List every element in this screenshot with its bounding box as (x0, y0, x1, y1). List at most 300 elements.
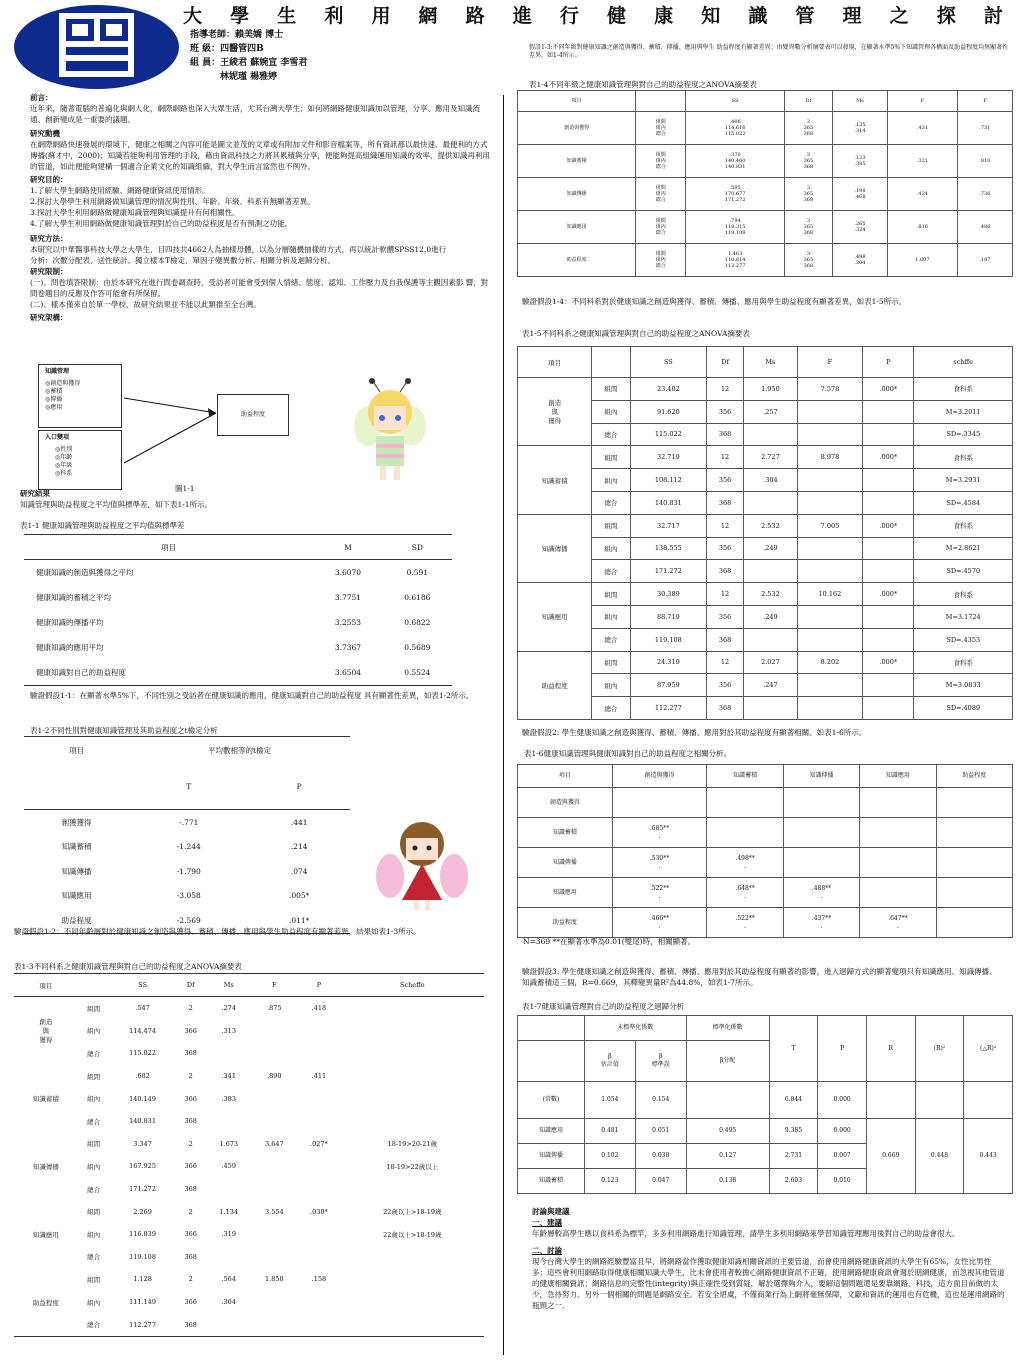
table-cell: 115.022 (630, 423, 707, 446)
title-char: 康 (654, 5, 674, 27)
table-cell: 總合 (592, 491, 630, 514)
hypothesis-3: 驗證假設3: 學生健康知識之創造與獲得、蓄積、傳播、應用對於其助益程度有顯著的影響，進入迴歸方式的顯著變項只有知識應用、知識傳播、知識蓄積這三個，R=0.669，其釋變異量R²為44.8%，如表1-7所示。 (522, 967, 997, 987)
table-1-1-title: 表1-1 健康知識管理與助益程度之平均值與標準差 (20, 521, 185, 530)
table-cell: 2 (188, 1139, 193, 1148)
table-cell: 167.925 (129, 1162, 156, 1171)
table-cell: 0.495 (686, 1119, 769, 1144)
table-header-cell: schffe (914, 347, 1013, 378)
table-1-1 (24, 534, 452, 686)
table-cell: 知識應用 (61, 891, 92, 901)
knowledge-management-box (38, 364, 122, 428)
stat-cell: 0.448 (915, 1119, 964, 1194)
title-char: 管 (795, 5, 815, 27)
table-cell: 140.831 (630, 491, 707, 514)
table-header-cell: F (797, 347, 862, 378)
table-cell: 114.474 (129, 1026, 156, 1035)
table-header-cell: SS (630, 347, 707, 378)
table-header-cell: 項目 (39, 981, 53, 990)
table-row (14, 1065, 484, 1088)
table-cell: .074 (290, 866, 308, 876)
table-cell: -3.058 (176, 891, 201, 901)
table-cell: 112.277 (129, 1320, 156, 1329)
table-cell: .466** . (612, 908, 707, 938)
table-1-6-title: 表1-6健康知識管理與健康知識對自己的助益程度之相關分析。 (524, 749, 732, 758)
table-cell: 組間 組內 總合 (636, 211, 686, 244)
benefit-box (217, 394, 289, 436)
purpose-item: 3.探討大學生利用網路做健康知識管理與知識提升有何相關性。 (30, 208, 240, 217)
table-cell: 2 (188, 1072, 193, 1081)
table-cell: 3 365 368 (784, 244, 832, 277)
table-cell: .441 (290, 817, 308, 827)
table-cell: .411 (311, 1072, 327, 1081)
group-label-cell: 知識傳播 (518, 514, 592, 582)
table-cell (797, 423, 862, 446)
members-line-2: 林妮瑾 楊雅婷 (220, 72, 278, 82)
table-header-cell: β 標準誤 (635, 1041, 686, 1082)
title-char: 進 (512, 5, 532, 27)
table-cell: 8.202 (797, 651, 862, 674)
table-cell (797, 560, 862, 583)
table-cell (743, 628, 797, 651)
table-cell: 健康知識對自己的助益程度 (36, 668, 126, 677)
table-cell (252, 1087, 298, 1110)
table-cell (252, 1313, 298, 1336)
table-cell: 健康知識的應用平均 (36, 643, 104, 652)
table-cell: .249 (743, 537, 797, 560)
table-cell (297, 1313, 340, 1336)
method-heading: 研究方法： (30, 234, 68, 243)
table-cell (863, 423, 914, 446)
table-header-cell: β分配 (686, 1041, 769, 1082)
table-cell: 組內 (87, 1095, 101, 1104)
table-cell: 356 (707, 605, 744, 628)
table-cell (797, 469, 862, 492)
table-cell: 23.402 (630, 378, 707, 401)
table-cell: M=3.2931 (914, 469, 1013, 492)
table-cell: 0.047 (635, 1169, 686, 1194)
table-header-cell: 項目 (69, 745, 85, 755)
table-cell: 組間 組內 總合 (636, 178, 686, 211)
table-cell: 88.719 (630, 605, 707, 628)
table-1-7 (517, 1015, 1013, 1194)
table-cell (707, 818, 783, 848)
table-header-row (518, 91, 1013, 112)
table-cell: .875 (267, 1004, 282, 1013)
table-cell (964, 1082, 1013, 1119)
table-cell: 368 (184, 1185, 197, 1194)
table-cell: .370 140.460 140.831 (686, 145, 785, 178)
table-row (518, 908, 1013, 938)
table-cell: .488** . (783, 878, 859, 908)
table-cell (743, 423, 797, 446)
table-cell: .000* (863, 514, 914, 537)
table-cell (863, 400, 914, 423)
table-cell: 2.532 (743, 514, 797, 537)
table-row (14, 997, 484, 1020)
table-cell (743, 560, 797, 583)
table-cell: 0.123 (584, 1169, 635, 1194)
table-cell: M=3.1724 (914, 605, 1013, 628)
table-cell: SD=.4584 (914, 491, 1013, 514)
table-row (518, 211, 1013, 244)
stat-cell: 0.669 (866, 1119, 915, 1194)
table-header-cell (518, 1041, 585, 1082)
table-cell (866, 1082, 915, 1119)
table-header-cell: Df (784, 91, 832, 112)
table-header-row (24, 763, 350, 810)
table-header-cell: Ms (832, 91, 887, 112)
table-cell (206, 1042, 252, 1065)
results-intro-text: 知識管理與助益程度之平均值與標準差，如下表1-1所示。 (20, 500, 213, 509)
table-header-row (518, 1016, 1013, 1041)
table-cell: 2.727 (743, 446, 797, 469)
table-cell: 18-19>20-21歲 (387, 1140, 438, 1149)
table-1-4-title: 表1-4不同年級之健康知識管理與對自己的助益程度之ANOVA摘要表 (529, 80, 757, 89)
table-row (518, 446, 1013, 469)
title-char: 探 (936, 5, 956, 27)
table-cell: 3.7367 (334, 643, 362, 652)
table-cell: 3 365 368 (784, 178, 832, 211)
box2-item: ◎性別 (55, 446, 73, 453)
table-cell: -2.569 (176, 915, 201, 925)
table-row (518, 628, 1013, 651)
table-cell: 0.481 (584, 1119, 635, 1144)
table-cell: 368 (707, 560, 744, 583)
table-cell: 2.731 (769, 1144, 818, 1169)
table-header-cell: SD (411, 542, 423, 552)
table-row (14, 1246, 484, 1269)
table-row (518, 1082, 1013, 1119)
table-cell (783, 818, 859, 848)
table-header-cell: R (866, 1016, 915, 1082)
table-cell (863, 491, 914, 514)
table-cell (797, 697, 862, 720)
table-row (518, 145, 1013, 178)
table-cell: .595 170.677 171.272 (686, 178, 785, 211)
table-header-cell: F (888, 91, 958, 112)
benefit-label: 助益程度 (240, 411, 265, 418)
table-header-cell: 創造與獲得 (612, 765, 707, 788)
table-header-cell (78, 974, 110, 997)
box1-item: ◎蓄積 (45, 388, 63, 395)
table-row (24, 585, 452, 610)
table-cell: .011* (288, 915, 310, 925)
table-cell (206, 1313, 252, 1336)
table-row (518, 818, 1013, 848)
table-cell: 創造與獲得 (518, 788, 613, 818)
table-header-cell: 助益程度 (936, 765, 1012, 788)
table-cell: SD=.3345 (914, 423, 1013, 446)
table-cell: .000* (863, 651, 914, 674)
table-cell: 組間 (87, 1072, 101, 1081)
table-cell (206, 1178, 252, 1201)
table-cell: 健康知識的蓄積之平均 (36, 593, 111, 602)
table-row (24, 610, 452, 635)
table-cell: 組間 (87, 1140, 101, 1149)
table-cell (341, 1246, 484, 1269)
table-cell: 0.000 (818, 1082, 867, 1119)
table-cell: 171.272 (630, 560, 707, 583)
table-header-cell: 平均數相等的t檢定 (208, 745, 272, 755)
group-label-cell: 創造 與 獲得 (518, 378, 592, 446)
table-cell: .810 (957, 145, 1012, 178)
table-cell: 10.162 (797, 583, 862, 606)
table-cell: 總合 (592, 560, 630, 583)
table-cell: 366 (184, 1162, 197, 1171)
limit-text: (一)、問卷填答限制：由於本研究在進行問卷調查時，受訪者可能會受到個人情緒、態度、認知、工作壓力及自我保護等主觀因素影 響，對問卷題目的反應及作答可能會有所保留。 (二)、樣本僅來自於單一學校，故研究結果並不能以此類推至全台灣。 (30, 278, 489, 309)
table-row (14, 1020, 484, 1043)
table-cell: 總合 (592, 697, 630, 720)
table-cell: M=2.8621 (914, 537, 1013, 560)
table-cell (783, 788, 859, 818)
table-cell: 0.102 (584, 1144, 635, 1169)
table-cell (797, 400, 862, 423)
table-cell: 12 (707, 378, 744, 401)
table-cell: 2.027 (743, 651, 797, 674)
table-cell (252, 1223, 298, 1246)
table-cell: 140.149 (129, 1094, 156, 1103)
table-cell: 368 (184, 1320, 197, 1329)
table-header-cell: SS (686, 91, 785, 112)
table-cell: 32.719 (630, 446, 707, 469)
table-row (14, 1268, 484, 1291)
group-label-cell: 知識傳播 (32, 1162, 59, 1171)
table-cell (915, 1082, 964, 1119)
table-cell: .530** . (612, 848, 707, 878)
purpose-item: 1.了解大學生網路使用經驗、網路健康資訊使用情形。 (30, 186, 210, 195)
table-row (24, 810, 350, 835)
discussion-section (532, 1206, 1006, 1311)
table-cell: 食科系 (914, 514, 1013, 537)
pixel-fairy-red-icon (372, 820, 472, 912)
table-cell (341, 1268, 484, 1291)
table-row (14, 1042, 484, 1065)
purpose-item: 4.了解大學生利用網路做健康知識管理對於自己的助益程度是否有預測之功能。 (30, 219, 293, 228)
table-cell: 0.007 (818, 1144, 867, 1169)
table-cell: 知識傳播 (518, 1144, 585, 1169)
table-cell (743, 491, 797, 514)
table-header-cell: Ms (223, 981, 234, 989)
table-cell: 組間 組內 總合 (636, 244, 686, 277)
table-cell: 總合 (87, 1253, 101, 1262)
hypothesis-1-3: 假設1-3:不同年級對健康知識之創造與獲得、蓄積、傳播、應用與學生 助益程度有顯著差異；由變異數分析摘要表可以發現，在顯著水準5%下知識管理各構面及助益程度均無顯著性差異，如1-4所示。 (529, 44, 1009, 59)
table-cell: 3 365 368 (784, 211, 832, 244)
table-cell: 食科系 (914, 378, 1013, 401)
method-text: 本研究以中華醫事科技大學之大學生，目四技共4662人為抽樣母體，以為分層隨機抽樣的方式，再以統計軟體SPSS12.0進行分析：次數分配表、送性統計、獨立樣本T檢定、單因子變異數分析、相關分析及迴歸分析。 (30, 245, 447, 265)
table-header-row (518, 765, 1013, 788)
table-cell: .459 (221, 1162, 236, 1171)
results-intro (20, 488, 490, 510)
advisor-line: 指導老師：賴美嬌 博士 (190, 30, 284, 40)
group-label-cell: 知識應用 (32, 1230, 59, 1239)
table-cell: 3.6070 (334, 568, 362, 577)
table-cell: .135 .314 (832, 112, 887, 145)
table-cell: 8.978 (797, 446, 862, 469)
table-cell: 366 (184, 1230, 197, 1239)
table-1-3 (14, 973, 484, 1337)
table-cell (612, 788, 707, 818)
class-line: 班 級：四醫管四B (190, 44, 264, 54)
table-cell (297, 1020, 340, 1043)
table-row (24, 635, 452, 660)
table-header-cell: Df (186, 981, 195, 989)
table-cell: .648** . (707, 878, 783, 908)
table-cell: 知識蓄積 (518, 818, 613, 848)
title-char: 討 (983, 5, 1003, 27)
table-cell: 組內 (87, 1027, 101, 1036)
table-cell: 組內 (87, 1298, 101, 1307)
purpose-heading: 研究目的： (30, 175, 68, 184)
table-cell: .257 (743, 400, 797, 423)
table-cell: 3.347 (133, 1139, 152, 1148)
table-cell: 1.950 (743, 378, 797, 401)
table-cell (341, 1313, 484, 1336)
title-char: 之 (889, 5, 909, 27)
table-header-cell: 項目 (518, 91, 636, 112)
demographics-box (38, 430, 122, 490)
table-row (518, 605, 1013, 628)
table-cell: 356 (707, 400, 744, 423)
table-cell: 組內 (87, 1162, 101, 1171)
members-line: 組 員：王綾君 蘇婉宣 李雪君 (190, 58, 308, 68)
table-cell: 30.389 (630, 583, 707, 606)
table-cell (206, 1110, 252, 1133)
table-cell: .736 (957, 178, 1012, 211)
table-cell: 138.555 (630, 537, 707, 560)
table-cell: .000* (863, 583, 914, 606)
table-cell (297, 1178, 340, 1201)
table-cell: 9.385 (769, 1119, 818, 1144)
table-row (518, 537, 1013, 560)
table-header-cell (24, 763, 129, 810)
title-char: 理 (842, 5, 862, 27)
table-cell: .816 (888, 211, 958, 244)
table-cell (341, 1065, 484, 1088)
table-cell: 3.554 (265, 1207, 284, 1216)
table-header-cell (592, 347, 630, 378)
table-header-cell: 項目 (518, 765, 613, 788)
title-char: 健 (606, 5, 626, 27)
table-cell: 0.154 (635, 1082, 686, 1119)
table-cell: 368 (707, 697, 744, 720)
table-cell: 7.578 (797, 378, 862, 401)
table-cell (707, 788, 783, 818)
table-cell: 119.108 (630, 628, 707, 651)
table-header-cell (636, 91, 686, 112)
table-cell: 18-19>22歲以上 (386, 1162, 439, 1171)
table-header-cell: 項目 (161, 542, 177, 552)
table-cell: 24.319 (630, 651, 707, 674)
table-header-row (14, 974, 484, 997)
table-cell: SD=.4353 (914, 628, 1013, 651)
table-cell: .187 (957, 244, 1012, 277)
table-cell (797, 605, 862, 628)
table-cell: .249 (743, 605, 797, 628)
table-header-cell: β 估計值 (584, 1041, 635, 1082)
table-cell: .731 (957, 112, 1012, 145)
table-cell: 3.7751 (334, 593, 362, 602)
suggestion-text: 年齡層較高學生應以食科系為標竿，多多利用網路進行知識管理，請學生多利用網路來學習知識管理應用後對自己的助益會很大。 (532, 1229, 960, 1238)
author-block (190, 28, 307, 84)
table-cell: .794 118.315 119.108 (686, 211, 785, 244)
table-cell: 2 (188, 1275, 193, 1284)
table-cell: .424 (888, 178, 958, 211)
table-cell (863, 469, 914, 492)
figure-caption: 圖1-1 (175, 484, 195, 493)
table-row (518, 178, 1013, 211)
table-cell: 總合 (87, 1049, 101, 1058)
table-cell (297, 1155, 340, 1178)
table-cell: 7.005 (797, 514, 862, 537)
logo-emblem-icon (14, 5, 179, 89)
box1-item: ◎創造與獲得 (45, 380, 81, 387)
table-cell: 0.010 (818, 1169, 867, 1194)
table-cell (252, 1042, 298, 1065)
table-cell: 0.6186 (404, 593, 431, 602)
table-cell: .522** . (707, 908, 783, 938)
table-cell: 0.138 (686, 1169, 769, 1194)
results-heading: 研究結果 (20, 489, 50, 498)
table-row (518, 788, 1013, 818)
table-header-cell: P (296, 781, 302, 791)
table-cell: .313 (221, 1026, 236, 1035)
table-row (518, 674, 1013, 697)
stat-cell: 0.443 (964, 1119, 1013, 1194)
table-cell (936, 878, 1012, 908)
title-char: 用 (371, 5, 391, 27)
table-cell: .158 (311, 1275, 327, 1284)
table-cell (863, 560, 914, 583)
table-cell (341, 1087, 484, 1110)
table-1-2 (24, 736, 350, 934)
table-cell: 3 365 368 (784, 145, 832, 178)
table-cell (297, 1042, 340, 1065)
table-cell: .319 (221, 1230, 236, 1239)
table-cell: 111.149 (129, 1298, 156, 1307)
table-cell: 組間 (87, 1004, 101, 1013)
table-cell: 組間 組內 總合 (636, 112, 686, 145)
table-header-cell: M (344, 542, 352, 552)
title-char: 路 (465, 5, 485, 27)
table-cell: 食科系 (914, 651, 1013, 674)
box2-items (45, 446, 115, 478)
table-cell (936, 908, 1012, 938)
table-cell (860, 788, 936, 818)
table-cell: 3.2553 (334, 618, 362, 627)
table-cell: .304 (743, 469, 797, 492)
table-cell (341, 1110, 484, 1133)
title-char: 識 (748, 5, 768, 27)
table-cell: 0.591 (406, 568, 429, 577)
table-cell (252, 1291, 298, 1314)
table-cell (783, 848, 859, 878)
table-row (518, 244, 1013, 277)
group-label-cell: 知識蓄積 (32, 1095, 59, 1104)
table-cell: 368 (184, 1252, 197, 1261)
table-cell: 總合 (87, 1117, 101, 1126)
hypothesis-1-2: 驗證假設1-2：不同年齡層對於健康知識之創造與獲得、蓄積、傳播、應用與學生助益程度有顯著差異，結果如表1-3所示。 (14, 927, 421, 936)
table-1-4 (517, 90, 1013, 277)
table-cell (743, 697, 797, 720)
table-cell: 140.831 (129, 1117, 156, 1126)
pixel-fairy-icon (350, 378, 430, 486)
table-row (14, 1110, 484, 1133)
table-cell: 1.128 (133, 1275, 152, 1284)
table-cell: 助益程度 (518, 908, 613, 938)
purpose-list (30, 185, 492, 229)
table-row (518, 583, 1013, 606)
table-cell (297, 1087, 340, 1110)
